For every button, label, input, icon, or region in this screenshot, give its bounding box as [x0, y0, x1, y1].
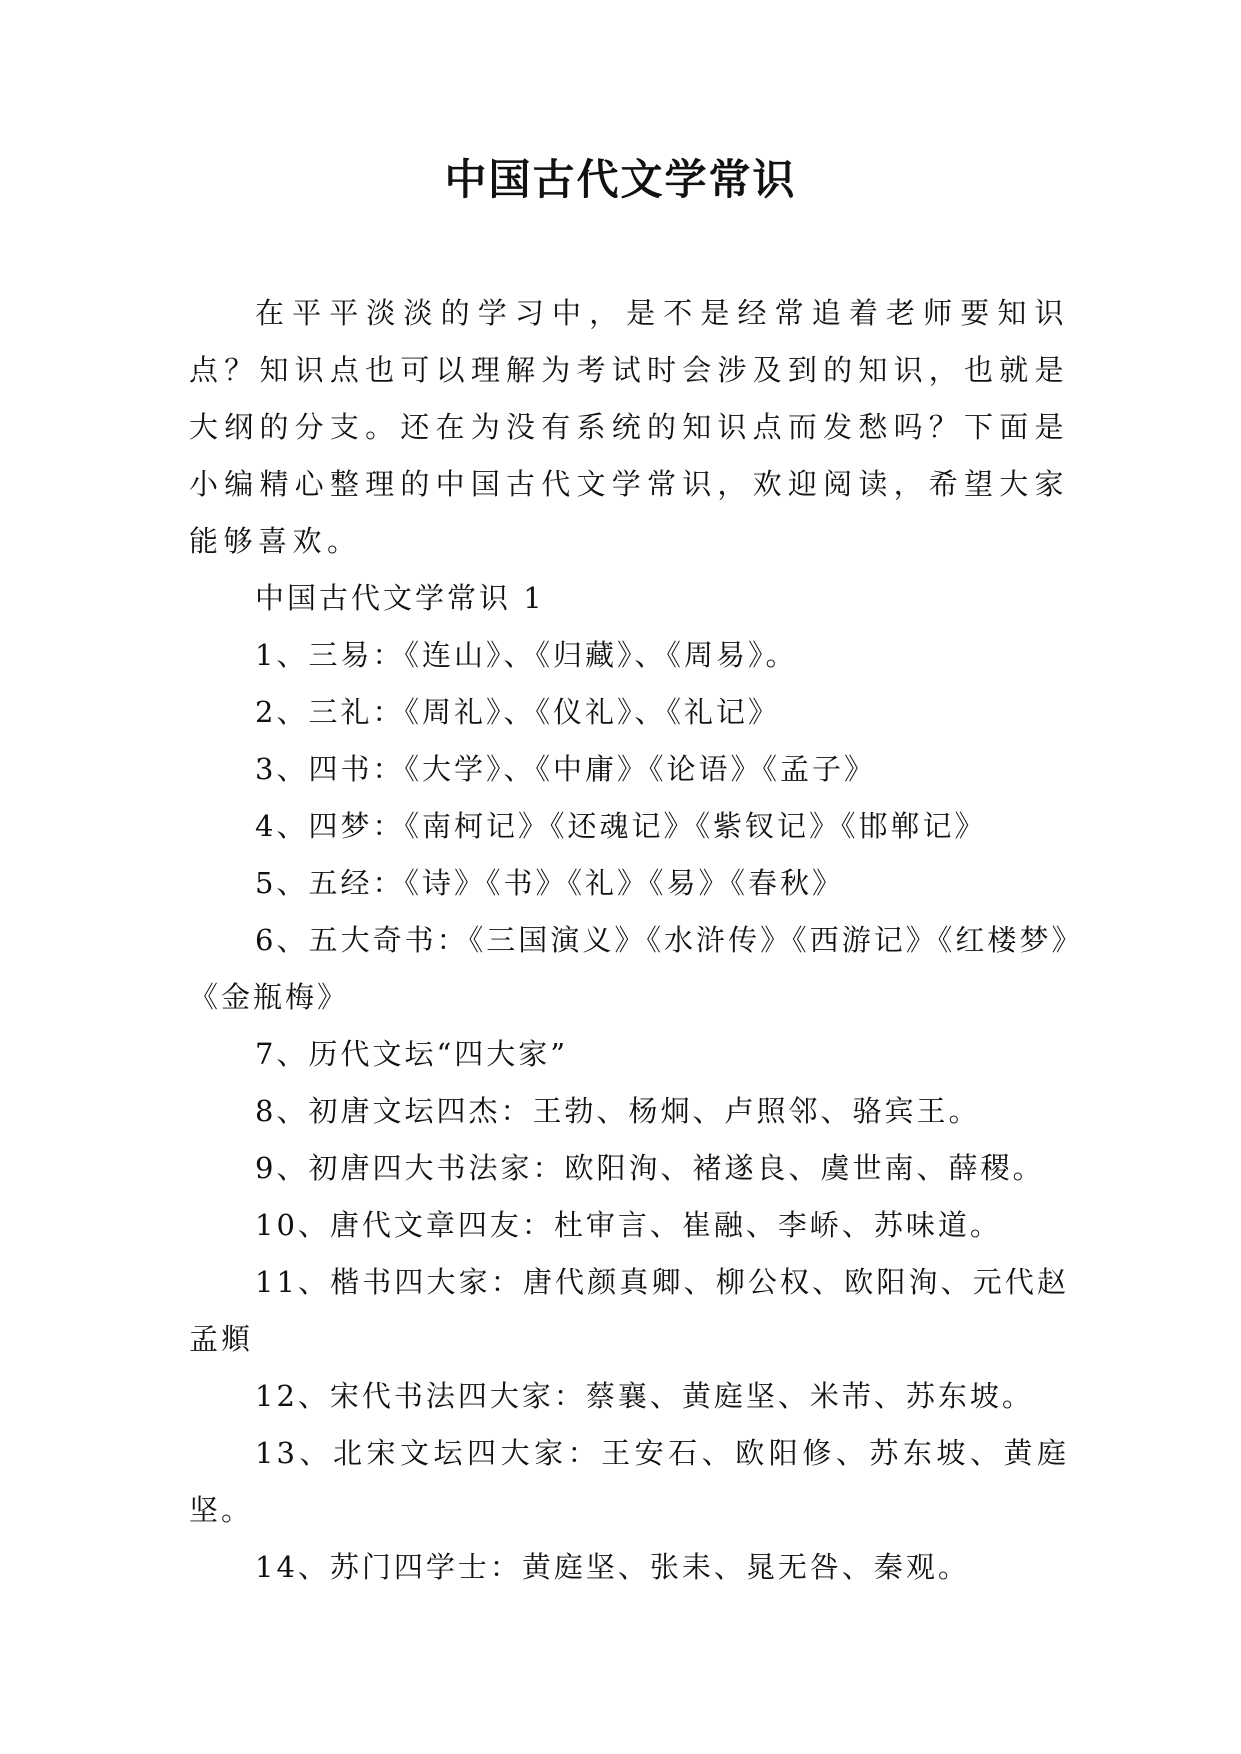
- list-item: 9、初唐四大书法家：欧阳洵、褚遂良、虞世南、薛稷。: [255, 1151, 1045, 1185]
- document-body: [189, 285, 1069, 1596]
- list-item: 11、楷书四大家：唐代颜真卿、柳公权、欧阳洵、元代赵孟頫: [189, 1265, 1069, 1356]
- list-item: 14、苏门四学士：黄庭坚、张耒、晁无咎、秦观。: [255, 1550, 970, 1584]
- document-title: 中国古代文学常识: [444, 155, 797, 204]
- section-heading: 中国古代文学常识 1: [255, 581, 545, 615]
- list-item: 3、四书：《大学》、《中庸》《论语》《孟子》: [255, 752, 876, 786]
- list-item: 2、三礼：《周礼》、《仪礼》、《礼记》: [255, 695, 780, 729]
- list-item: 10、唐代文章四友：杜审言、崔融、李峤、苏味道。: [255, 1208, 1002, 1242]
- list-item: 8、初唐文坛四杰：王勃、杨炯、卢照邻、骆宾王。: [255, 1094, 981, 1128]
- list-item: 12、宋代书法四大家：蔡襄、黄庭坚、米芾、苏东坡。: [255, 1379, 1034, 1413]
- list-item: 6、五大奇书：《三国演义》《水浒传》《西游记》《红楼梦》《金瓶梅》: [189, 923, 1069, 1014]
- list-item: 4、四梦：《南柯记》《还魂记》《紫钗记》《邯郸记》: [255, 809, 987, 843]
- intro-paragraph: 在平平淡淡的学习中，是不是经常追着老师要知识点？知识点也可以理解为考试时会涉及到的知识，也就是大纲的分支。还在为没有系统的知识点而发愁吗？下面是小编精心整理的中国古代文学常识，欢迎阅读，希望大家能够喜欢。: [189, 296, 1069, 558]
- list-item: 1、三易：《连山》、《归藏》、《周易》。: [255, 638, 798, 672]
- list-item: 7、历代文坛“四大家”: [255, 1037, 569, 1071]
- list-item: 13、北宋文坛四大家：王安石、欧阳修、苏东坡、黄庭坚。: [189, 1436, 1069, 1527]
- list-item: 5、五经：《诗》《书》《礼》《易》《春秋》: [255, 866, 844, 900]
